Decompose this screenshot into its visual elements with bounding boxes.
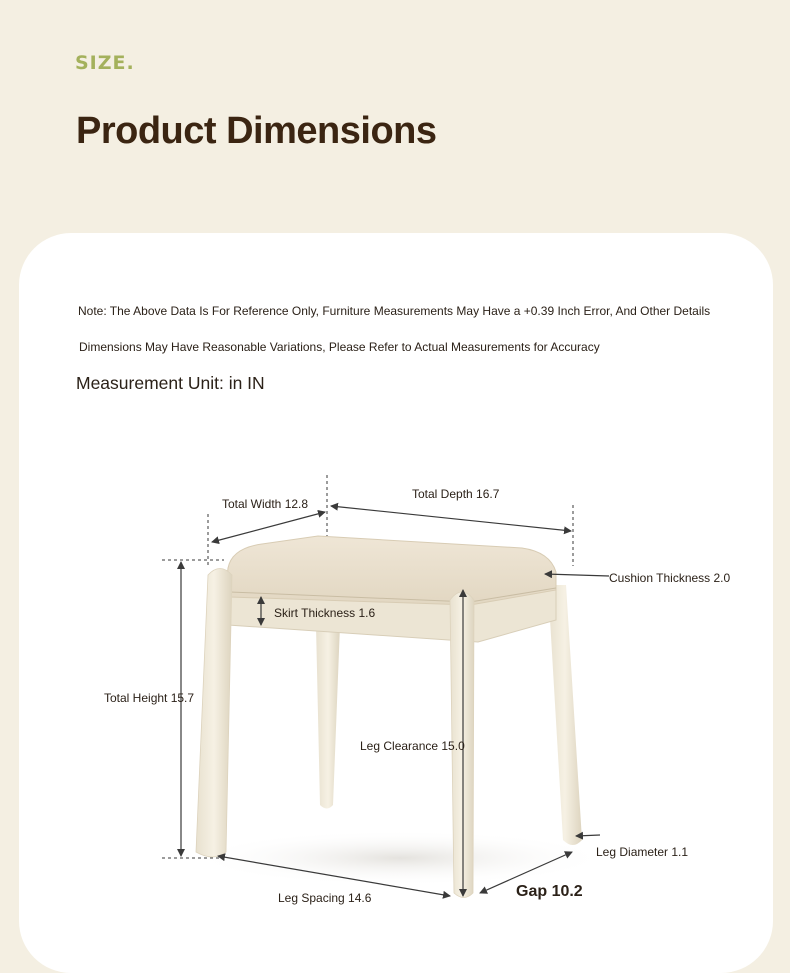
label-gap: Gap 10.2 — [516, 883, 583, 900]
back-right-leg — [548, 585, 582, 845]
measurement-unit: Measurement Unit: in IN — [76, 373, 265, 393]
label-skirt-thickness: Skirt Thickness 1.6 — [274, 606, 376, 620]
floor-shadow — [190, 830, 610, 886]
front-left-leg — [196, 569, 232, 858]
note-line-2: Dimensions May Have Reasonable Variations, Please Refer to Actual Measurements for Accuracy — [79, 340, 600, 354]
label-total-height: Total Height 15.7 — [104, 691, 195, 705]
page-title: Product Dimensions — [76, 110, 437, 152]
label-leg-clearance: Leg Clearance 15.0 — [360, 739, 465, 753]
label-total-depth: Total Depth 16.7 — [412, 487, 500, 501]
label-leg-diameter: Leg Diameter 1.1 — [596, 845, 689, 859]
note-line-1: Note: The Above Data Is For Reference Only, Furniture Measurements May Have a +0.39 Inch Error, And Other Details — [78, 304, 711, 318]
label-cushion-thickness: Cushion Thickness 2.0 — [609, 571, 731, 585]
label-leg-spacing: Leg Spacing 14.6 — [278, 891, 372, 905]
cushion — [227, 536, 556, 605]
back-left-leg — [316, 625, 340, 809]
label-total-width: Total Width 12.8 — [222, 497, 309, 511]
size-tag: SIZE. — [75, 52, 135, 74]
